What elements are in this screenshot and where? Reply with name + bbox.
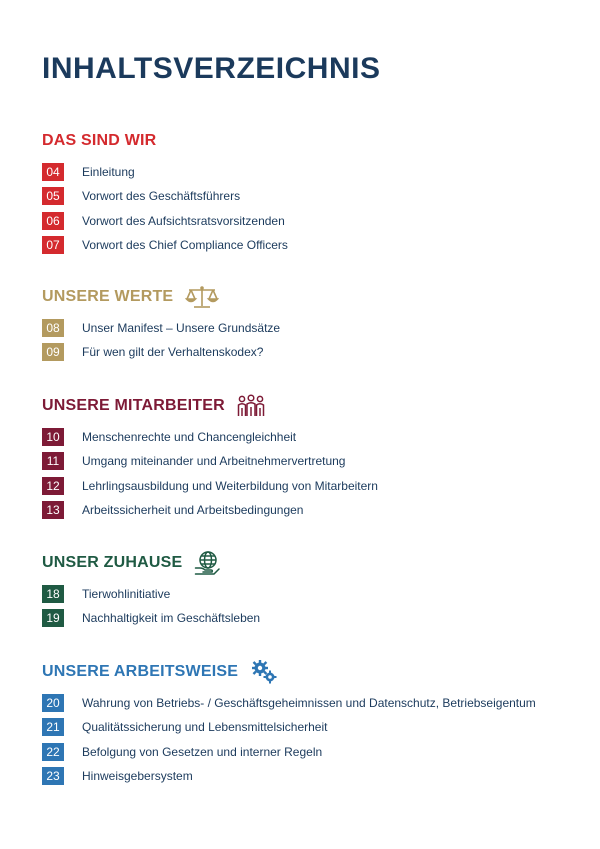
page-number-badge: 20 (42, 694, 64, 712)
toc-entry-label: Nachhaltigkeit im Geschäftsleben (82, 611, 261, 626)
toc-entry[interactable] (42, 425, 378, 449)
toc-entry-label: Tierwohlinitiative (82, 587, 171, 602)
page-number-badge: 11 (42, 452, 64, 470)
toc-entry-label: Wahrung von Betriebs- / Geschäftsgeheimnissen und Datenschutz, Betriebseigentum (82, 696, 536, 711)
toc-entry[interactable] (42, 764, 536, 788)
toc-entry-label: Umgang miteinander und Arbeitnehmervertretung (82, 454, 346, 469)
section-heading: DAS SIND WIR (42, 132, 157, 149)
toc-entry[interactable] (42, 474, 378, 498)
toc-entry-label: Lehrlingsausbildung und Weiterbildung von Mitarbeitern (82, 478, 378, 493)
section-heading: UNSERE ARBEITSWEISE (42, 663, 239, 680)
page-number-badge: 06 (42, 212, 64, 230)
toc-entry[interactable] (42, 184, 288, 208)
section-unsere-arbeitsweise (42, 659, 536, 788)
page-title: INHALTSVERZEICHNIS (42, 52, 381, 85)
toc-entry[interactable] (42, 233, 288, 257)
page-number-badge: 05 (42, 187, 64, 205)
toc-entry-label: Für wen gilt der Verhaltenskodex? (82, 345, 264, 360)
toc-entry[interactable] (42, 316, 280, 340)
toc-entry-label: Menschenrechte und Chancengleichheit (82, 430, 297, 445)
toc-entry[interactable] (42, 160, 288, 184)
section-heading: UNSERE MITARBEITER (42, 397, 225, 414)
globe-hand-icon (194, 550, 220, 576)
toc-entry[interactable] (42, 209, 288, 233)
page-number-badge: 12 (42, 477, 64, 495)
toc-entry-label: Arbeitssicherheit und Arbeitsbedingungen (82, 503, 304, 518)
toc-entry-label: Qualitätssicherung und Lebensmittelsicherheit (82, 720, 328, 735)
page-number-badge: 08 (42, 319, 64, 337)
page-number-badge: 21 (42, 718, 64, 736)
section-heading: UNSERE WERTE (42, 288, 174, 305)
toc-entry-label: Vorwort des Geschäftsführers (82, 189, 241, 204)
section-heading: UNSER ZUHAUSE (42, 554, 183, 571)
toc-entry[interactable] (42, 606, 260, 630)
page-number-badge: 09 (42, 343, 64, 361)
toc-entry-label: Vorwort des Chief Compliance Officers (82, 238, 288, 253)
toc-entry[interactable] (42, 340, 280, 364)
toc-entry-label: Hinweisgebersystem (82, 769, 193, 784)
page-number-badge: 10 (42, 428, 64, 446)
page-number-badge: 23 (42, 767, 64, 785)
toc-entry[interactable] (42, 740, 536, 764)
toc-entry-label: Unser Manifest – Unsere Grundsätze (82, 321, 281, 336)
people-icon (237, 394, 265, 418)
toc-entry-label: Befolgung von Gesetzen und interner Regeln (82, 744, 323, 759)
toc-entry[interactable] (42, 582, 260, 606)
page-number-badge: 18 (42, 585, 64, 603)
section-unsere-werte (42, 284, 280, 365)
section-das-sind-wir (42, 128, 288, 257)
toc-entry[interactable] (42, 498, 378, 522)
gears-icon (250, 659, 278, 685)
toc-entry-label: Vorwort des Aufsichtsratsvorsitzenden (82, 213, 285, 228)
page-number-badge: 22 (42, 743, 64, 761)
section-unsere-mitarbeiter (42, 393, 378, 522)
page-number-badge: 07 (42, 236, 64, 254)
page-number-badge: 13 (42, 501, 64, 519)
toc-entry[interactable] (42, 449, 378, 473)
toc-entry[interactable] (42, 691, 536, 715)
page-number-badge: 19 (42, 609, 64, 627)
toc-entry-label: Einleitung (82, 165, 135, 180)
scales-icon (185, 285, 219, 309)
toc-entry[interactable] (42, 715, 536, 739)
section-unser-zuhause (42, 550, 260, 631)
page-number-badge: 04 (42, 163, 64, 181)
